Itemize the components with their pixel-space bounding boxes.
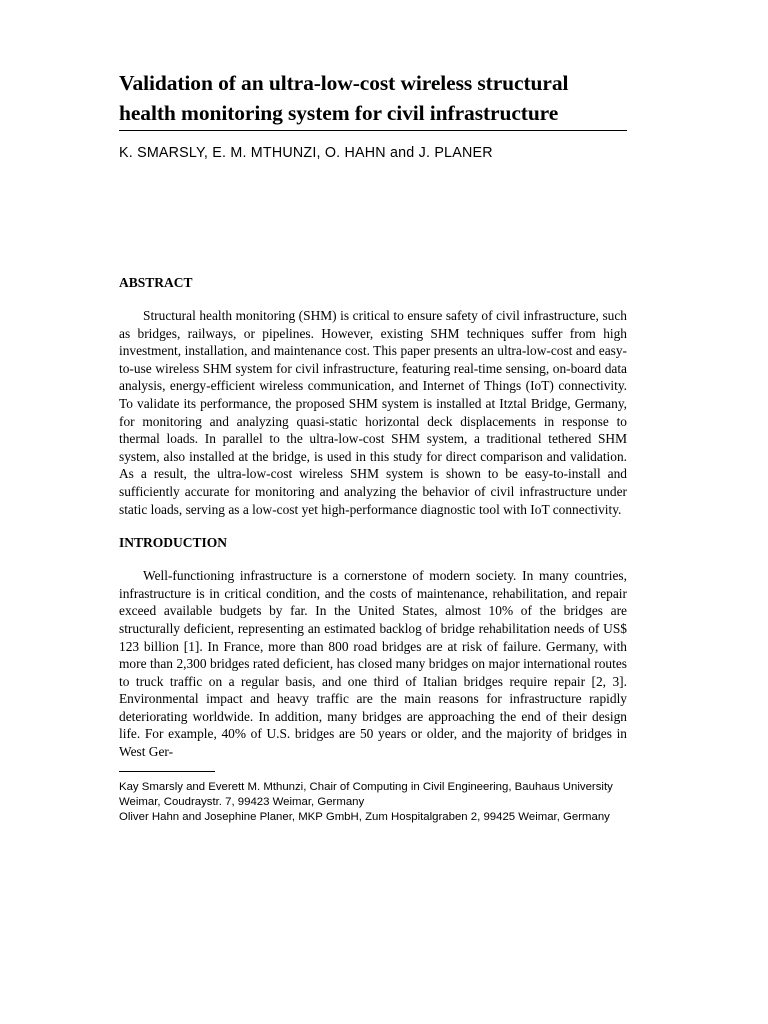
affiliation-line-1: Kay Smarsly and Everett M. Mthunzi, Chair of Computing in Civil Engineering, Bauhaus University Weimar, Coudraystr. 7, 99423 Weimar, Germany	[119, 780, 613, 808]
introduction-paragraph: Well-functioning infrastructure is a cornerstone of modern society. In many countries, infrastructure is in critical condition, and the costs of maintenance, rehabilitation, and repair exceed available budgets by far. In the United States, almost 10% of the bridges are structurally deficient, representing an estimated backlog of bridge rehabilitation needs of US$ 123 billion [1]. In France, more than 800 road bridges are at risk of failure. Germany, with more than 2,300 bridges rated deficient, has closed many bridges on major international routes to truck traffic on a regular basis, and one third of Italian bridges require repair [2, 3]. Environmental impact and heavy traffic are the main reasons for infrastructure rapidly deteriorating worldwide. In addition, many bridges are approaching the end of their design life. For example, 40% of U.S. bridges are 50 years or older, and the majority of bridges in West Ger-	[119, 568, 627, 760]
introduction-heading: INTRODUCTION	[119, 535, 228, 551]
paper-title: Validation of an ultra-low-cost wireless structural health monitoring system for civil infrastructure	[119, 68, 627, 131]
author-list: K. SMARSLY, E. M. MTHUNZI, O. HAHN and J. PLANER	[119, 145, 493, 161]
footnote-divider	[119, 771, 215, 772]
author-affiliations-footnote	[119, 780, 627, 826]
abstract-paragraph: Structural health monitoring (SHM) is critical to ensure safety of civil infrastructure, such as bridges, railways, or pipelines. However, existing SHM techniques suffer from high investment, installation, and maintenance cost. This paper presents an ultra-low-cost and easy-to-use wireless SHM system for civil infrastructure, featuring real-time sensing, on-board data analysis, energy-efficient wireless communication, and Internet of Things (IoT) connectivity. To validate its performance, the proposed SHM system is installed at Itztal Bridge, Germany, for monitoring and analyzing quasi-static horizontal deck displacements in response to thermal loads. In parallel to the ultra-low-cost SHM system, a traditional tethered SHM system, also installed at the bridge, is used in this study for direct comparison and validation. As a result, the ultra-low-cost wireless SHM system is shown to be easy-to-install and sufficiently accurate for monitoring and analyzing the behavior of civil infrastructure under static loads, serving as a low-cost yet high-performance diagnostic tool with IoT connectivity.	[119, 308, 627, 517]
abstract-heading: ABSTRACT	[119, 275, 193, 290]
affiliation-line-2: Oliver Hahn and Josephine Planer, MKP GmbH, Zum Hospitalgraben 2, 99425 Weimar, Germany	[119, 811, 610, 824]
paper-page	[119, 68, 627, 825]
